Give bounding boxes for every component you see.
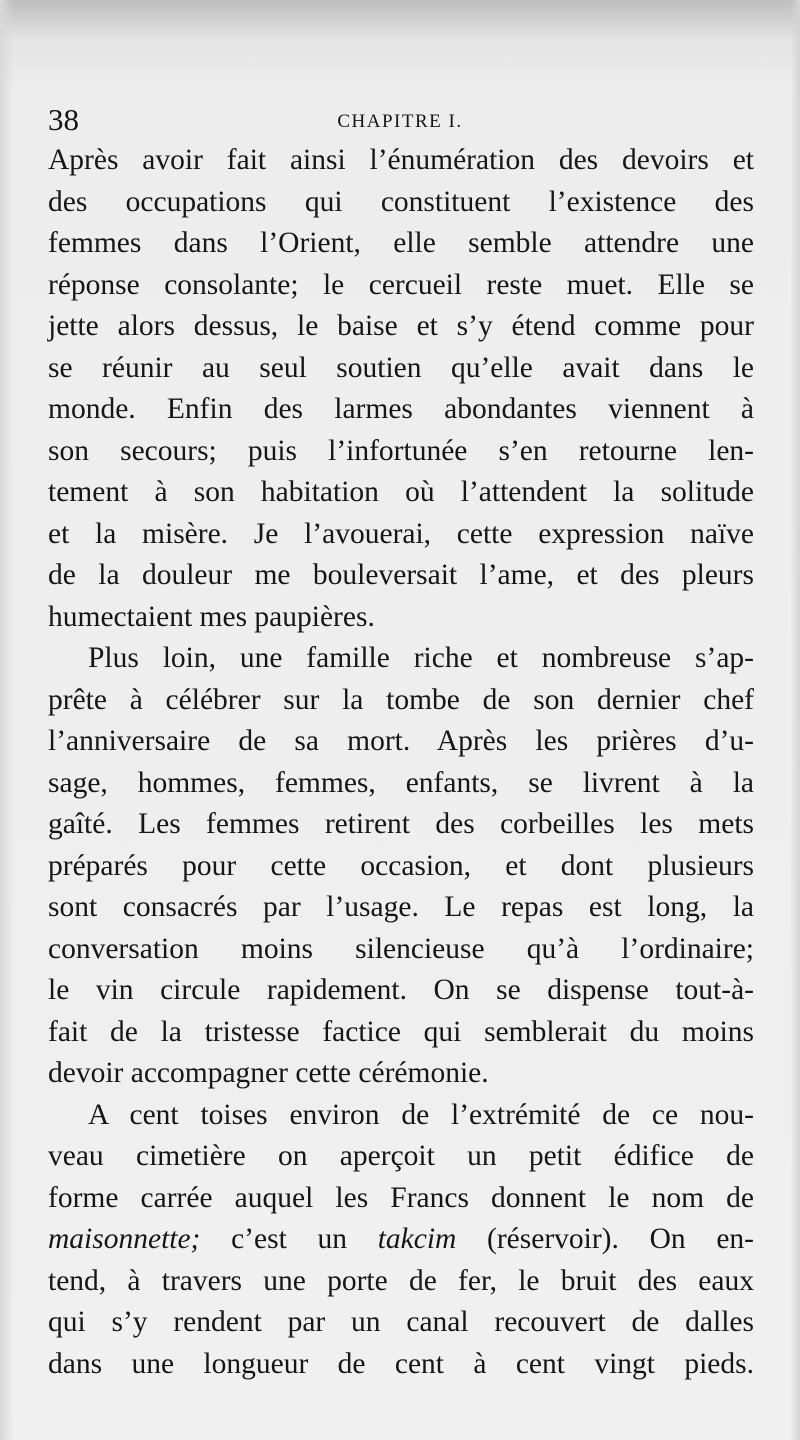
text-segment: se réunir au seul soutien qu’elle avait dans le — [48, 351, 754, 384]
text-line — [48, 804, 754, 846]
text-line — [48, 223, 754, 265]
text-line — [48, 597, 754, 639]
text-segment: sont consacrés par l’usage. Le repas est long, la — [48, 891, 754, 923]
text-line — [48, 1302, 754, 1344]
text-line — [48, 348, 754, 390]
text-segment: tend, à travers une porte de fer, le bruit des eaux — [48, 1264, 754, 1297]
chapter-title: CHAPITRE I. — [337, 111, 463, 132]
text-segment: gaîté. Les femmes retirent des corbeilles les mets — [48, 808, 754, 840]
text-line — [48, 182, 754, 224]
text-segment: fait de la tristesse factice qui semblerait du moins — [48, 1015, 754, 1048]
text-segment: qui s’y rendent par un canal recouvert de dalles — [48, 1306, 754, 1338]
body-text — [48, 140, 754, 1385]
text-segment: femmes dans l’Orient, elle semble attendre une — [48, 227, 754, 259]
text-line — [48, 680, 754, 722]
text-line — [48, 763, 754, 805]
text-line — [48, 514, 754, 556]
text-line — [48, 1344, 754, 1386]
text-segment: veau cimetière on aperçoit un petit édifice de — [48, 1140, 754, 1172]
text-segment: prête à célébrer sur la tombe de son dernier chef — [48, 683, 754, 716]
text-line — [48, 472, 754, 514]
text-line — [48, 431, 754, 473]
text-segment: c’est un — [200, 1223, 378, 1255]
page-number: 38 — [48, 102, 79, 137]
text-line — [48, 140, 754, 182]
text-line — [48, 389, 754, 431]
text-segment: des occupations qui constituent l’existence des — [48, 185, 754, 218]
text-line — [48, 265, 754, 307]
text-segment: Après avoir fait ainsi l’énumération des devoirs et — [48, 144, 754, 176]
text-line — [48, 721, 754, 763]
text-line — [48, 306, 754, 348]
text-segment: l’anniversaire de sa mort. Après les prières d’u- — [48, 725, 754, 757]
text-line — [48, 1012, 754, 1054]
text-segment: et la misère. Je l’avouerai, cette expression naïve — [48, 517, 754, 550]
text-segment: sage, hommes, femmes, enfants, se livrent à la — [48, 766, 754, 799]
text-segment: de la douleur me bouleversait l’ame, et des pleurs — [48, 559, 754, 591]
text-line — [48, 1219, 754, 1261]
text-segment: jette alors dessus, le baise et s’y étend comme pour — [48, 310, 754, 342]
text-segment: conversation moins silencieuse qu’à l’ordinaire; — [48, 932, 754, 965]
text-segment: dans une longueur de cent à cent vingt pieds. — [48, 1347, 754, 1380]
text-segment: (réservoir). On en- — [456, 1223, 755, 1255]
text-line — [48, 887, 754, 929]
text-line — [48, 1053, 754, 1095]
text-segment: préparés pour cette occasion, et dont plusieurs — [48, 849, 754, 882]
text-line — [48, 1261, 754, 1303]
text-segment: humectaient mes paupières. — [48, 600, 375, 633]
text-line — [48, 1136, 754, 1178]
text-segment: devoir accompagner cette cérémonie. — [48, 1057, 489, 1089]
text-line — [48, 1178, 754, 1220]
text-segment: son secours; puis l’infortunée s’en retourne len- — [48, 434, 754, 467]
italic-text: maisonnette; — [48, 1223, 201, 1255]
text-segment: forme carrée auquel les Francs donnent le nom de — [48, 1181, 754, 1214]
text-segment: réponse consolante; le cercueil reste muet. Elle se — [48, 268, 754, 301]
text-segment: le vin circule rapidement. On se dispense tout-à- — [48, 974, 754, 1006]
text-line — [48, 929, 754, 971]
text-line — [48, 638, 754, 680]
text-segment: A cent toises environ de l’extrémité de ce nou- — [88, 1098, 754, 1131]
italic-text: takcim — [377, 1223, 457, 1255]
text-segment: tement à son habitation où l’attendent la solitude — [48, 476, 754, 508]
text-line — [48, 555, 754, 597]
text-line — [48, 846, 754, 888]
text-line — [48, 1095, 754, 1137]
text-segment: monde. Enfin des larmes abondantes viennent à — [48, 393, 754, 425]
text-segment: Plus loin, une famille riche et nombreuse s’ap- — [88, 642, 754, 674]
running-head — [48, 98, 752, 142]
text-line — [48, 970, 754, 1012]
